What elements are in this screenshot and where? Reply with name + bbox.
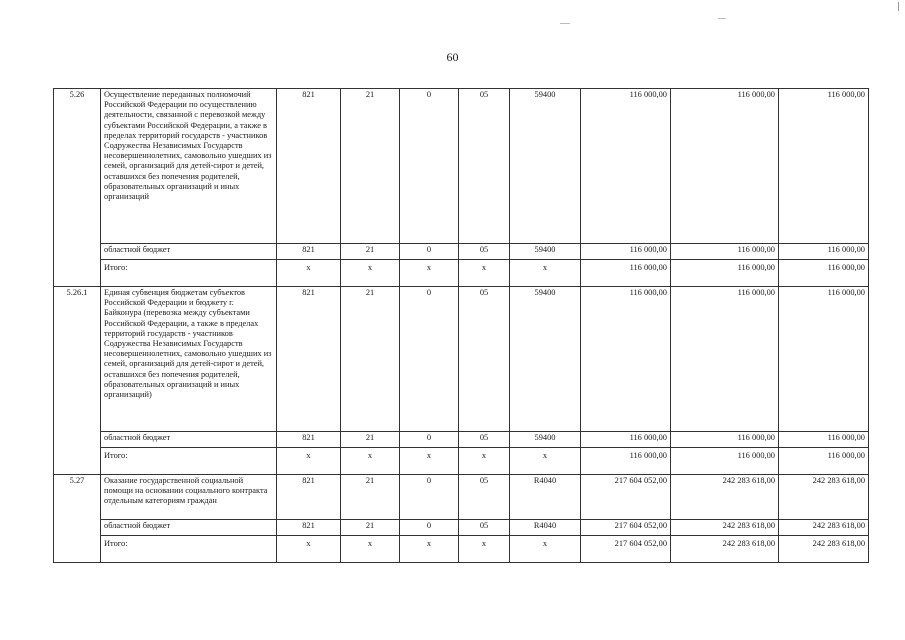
cell-c5: x — [510, 448, 581, 475]
table-row — [54, 287, 869, 432]
row-name: областной бюджет — [101, 244, 277, 260]
row-name: Осуществление переданных полномочий Российской Федерации по осуществлению деятельности, связанной с перевозкой между субъектами Российской Федерации, а также в пределах территорий государств - участников Содружества Независимых Государств несовершеннолетних, самовольно ушедших из семей, организаций для детей-сирот и детей, оставшихся без попечения родителей, образовательных организаций и иных организаций — [101, 89, 277, 244]
table-row-total — [54, 260, 869, 287]
row-name: областной бюджет — [101, 520, 277, 536]
cell-v2: 116 000,00 — [671, 432, 779, 448]
cell-v2: 116 000,00 — [671, 260, 779, 287]
cell-c4: x — [459, 448, 510, 475]
cell-c2: x — [341, 260, 400, 287]
scan-artifact — [718, 18, 726, 19]
cell-c1: 821 — [277, 432, 341, 448]
cell-c5: x — [510, 536, 581, 563]
table-row — [54, 432, 869, 448]
cell-v3: 116 000,00 — [779, 448, 869, 475]
cell-v3: 242 283 618,00 — [779, 475, 869, 520]
table-row — [54, 520, 869, 536]
cell-v2: 242 283 618,00 — [671, 475, 779, 520]
cell-v2: 242 283 618,00 — [671, 520, 779, 536]
cell-c5: 59400 — [510, 432, 581, 448]
cell-v3: 116 000,00 — [779, 432, 869, 448]
cell-c2: 21 — [341, 432, 400, 448]
cell-c3: x — [400, 536, 459, 563]
cell-v3: 116 000,00 — [779, 89, 869, 244]
total-label: Итого: — [101, 448, 277, 475]
cell-v1: 217 604 052,00 — [581, 520, 671, 536]
cell-c1: 821 — [277, 475, 341, 520]
cell-c4: x — [459, 536, 510, 563]
section-code: 5.27 — [54, 475, 101, 563]
cell-c4: 05 — [459, 475, 510, 520]
scan-edge-mark — [898, 2, 899, 11]
cell-c3: 0 — [400, 432, 459, 448]
cell-v1: 217 604 052,00 — [581, 475, 671, 520]
cell-c3: 0 — [400, 287, 459, 432]
row-name: Оказание государственной социальной помощи на основании социального контракта отдельным категориям граждан — [101, 475, 277, 520]
cell-c1: x — [277, 260, 341, 287]
table-row-total — [54, 536, 869, 563]
table-row — [54, 475, 869, 520]
cell-v2: 242 283 618,00 — [671, 536, 779, 563]
cell-v1: 116 000,00 — [581, 89, 671, 244]
cell-v1: 116 000,00 — [581, 260, 671, 287]
section-code: 5.26 — [54, 89, 101, 287]
cell-c3: x — [400, 260, 459, 287]
cell-v1: 116 000,00 — [581, 432, 671, 448]
cell-c2: 21 — [341, 520, 400, 536]
section-code: 5.26.1 — [54, 287, 101, 475]
cell-v1: 116 000,00 — [581, 287, 671, 432]
cell-c5: 59400 — [510, 287, 581, 432]
cell-v2: 116 000,00 — [671, 448, 779, 475]
cell-c2: 21 — [341, 287, 400, 432]
page-number: 60 — [446, 50, 459, 64]
cell-v2: 116 000,00 — [671, 244, 779, 260]
cell-c1: x — [277, 536, 341, 563]
cell-c2: 21 — [341, 89, 400, 244]
cell-c5: 59400 — [510, 89, 581, 244]
cell-c4: 05 — [459, 432, 510, 448]
cell-v3: 116 000,00 — [779, 260, 869, 287]
table-row-total — [54, 448, 869, 475]
cell-v2: 116 000,00 — [671, 287, 779, 432]
cell-c5: 59400 — [510, 244, 581, 260]
cell-v3: 116 000,00 — [779, 244, 869, 260]
total-label: Итого: — [101, 536, 277, 563]
cell-v3: 242 283 618,00 — [779, 536, 869, 563]
cell-c1: 821 — [277, 287, 341, 432]
table-row — [54, 244, 869, 260]
total-label: Итого: — [101, 260, 277, 287]
cell-v1: 116 000,00 — [581, 448, 671, 475]
budget-table — [53, 88, 869, 563]
cell-c4: 05 — [459, 89, 510, 244]
cell-c3: 0 — [400, 244, 459, 260]
cell-c4: 05 — [459, 244, 510, 260]
cell-c1: x — [277, 448, 341, 475]
cell-c2: 21 — [341, 244, 400, 260]
cell-c4: 05 — [459, 520, 510, 536]
cell-c2: 21 — [341, 475, 400, 520]
scan-artifact — [560, 23, 570, 24]
cell-c2: x — [341, 448, 400, 475]
cell-c5: R4040 — [510, 520, 581, 536]
cell-c1: 821 — [277, 89, 341, 244]
cell-c5: R4040 — [510, 475, 581, 520]
cell-v3: 116 000,00 — [779, 287, 869, 432]
cell-c5: x — [510, 260, 581, 287]
table-row — [54, 89, 869, 244]
cell-v1: 116 000,00 — [581, 244, 671, 260]
cell-v1: 217 604 052,00 — [581, 536, 671, 563]
cell-c3: x — [400, 448, 459, 475]
cell-c3: 0 — [400, 475, 459, 520]
cell-c4: x — [459, 260, 510, 287]
cell-c3: 0 — [400, 520, 459, 536]
cell-v3: 242 283 618,00 — [779, 520, 869, 536]
row-name: областной бюджет — [101, 432, 277, 448]
cell-v2: 116 000,00 — [671, 89, 779, 244]
cell-c1: 821 — [277, 244, 341, 260]
cell-c2: x — [341, 536, 400, 563]
cell-c1: 821 — [277, 520, 341, 536]
cell-c4: 05 — [459, 287, 510, 432]
row-name: Единая субвенция бюджетам субъектов Российской Федерации и бюджету г. Байконура (перевозка между субъектами Российской Федерации, а также в пределах территорий государств - участников Содружества Независимых Государств несовершеннолетних, самовольно ушедших из семей, организаций для детей-сирот и детей, оставшихся без попечения родителей, образовательных организаций и иных организаций) — [101, 287, 277, 432]
cell-c3: 0 — [400, 89, 459, 244]
